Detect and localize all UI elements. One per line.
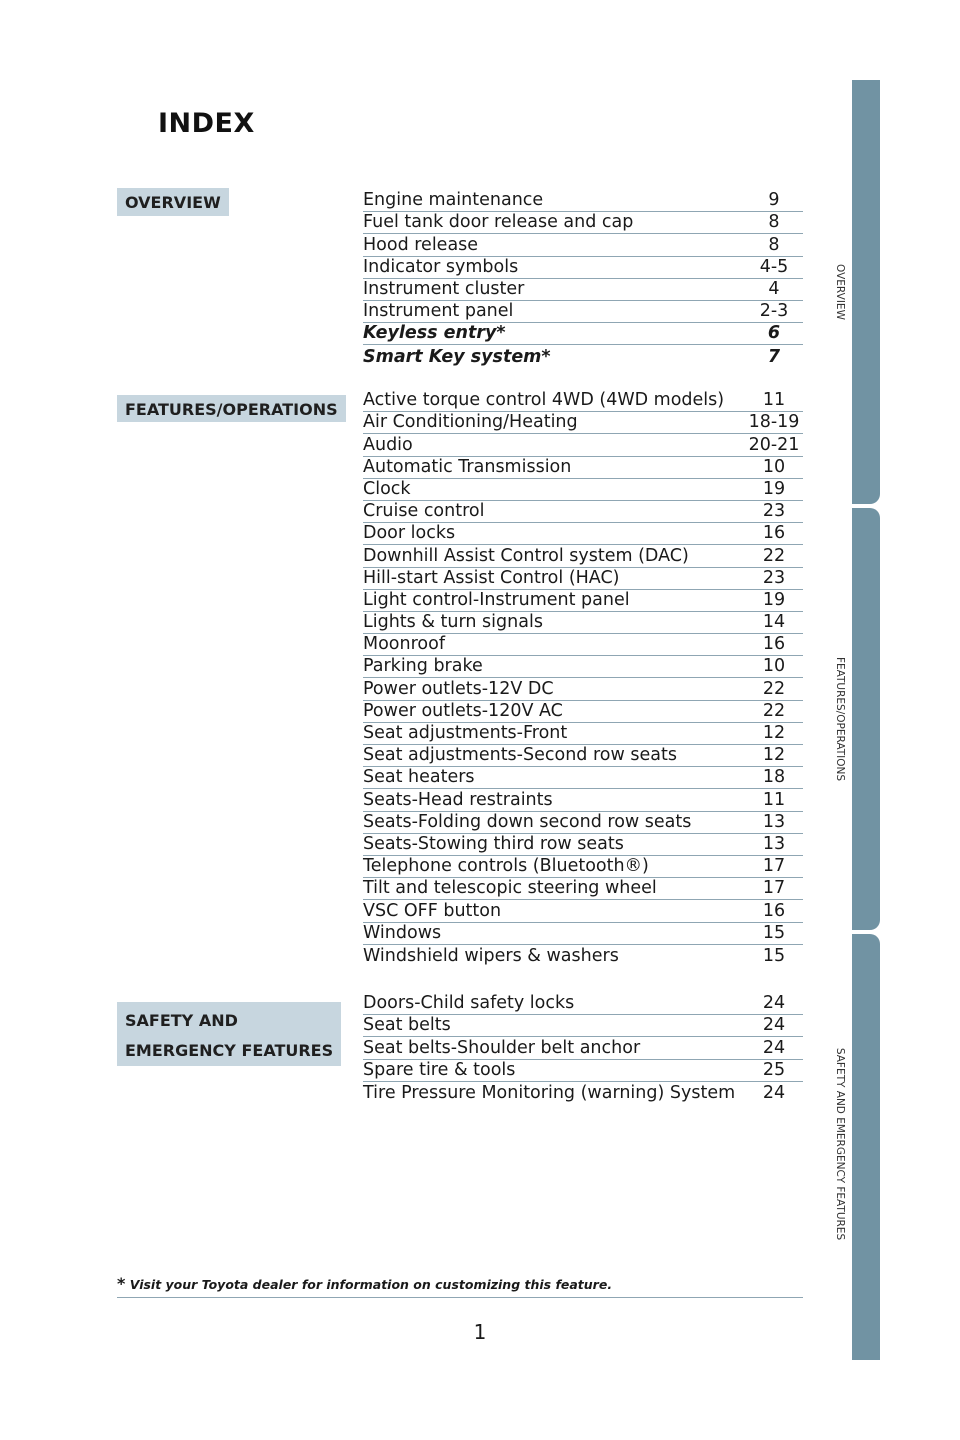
index-entry-page: 11 (762, 390, 786, 411)
index-entry-page: 8 (768, 212, 780, 233)
index-entry-name: Indicator symbols (363, 256, 519, 277)
index-entry-page: 18-19 (748, 412, 800, 433)
index-entry-page: 24 (762, 1082, 786, 1103)
index-entry-name: Seat belts (363, 1015, 451, 1036)
index-entry-page: 15 (762, 945, 786, 966)
index-entry (363, 856, 803, 878)
index-entry (363, 479, 803, 501)
page-title: INDEX (158, 108, 255, 139)
index-entry-page: 4 (768, 278, 780, 299)
index-entry-name: Tilt and telescopic steering wheel (363, 878, 657, 899)
index-entry-page: 24 (762, 1037, 786, 1058)
index-entry-name: Doors-Child safety locks (363, 993, 575, 1014)
index-entry (363, 412, 803, 434)
index-entry-name: Seat heaters (363, 767, 475, 788)
footnote (117, 1274, 803, 1298)
footnote-text: Visit your Toyota dealer for information on customizing this feature. (129, 1277, 613, 1292)
index-entry (363, 545, 803, 567)
section-label-features-operations: FEATURES/OPERATIONS (117, 395, 346, 422)
index-entry-page: 17 (762, 878, 786, 899)
index-entry-name: Seat adjustments-Front (363, 723, 568, 743)
index-entry-name: Keyless entry* (363, 323, 506, 344)
index-entry (363, 279, 803, 301)
index-entry-page: 16 (762, 634, 786, 655)
index-entry-page: 12 (762, 745, 786, 766)
entry-list-overview (363, 190, 803, 368)
index-entry-page: 24 (762, 993, 786, 1014)
index-entry-name: Spare tire & tools (363, 1059, 516, 1080)
index-entry-name: Clock (363, 478, 411, 499)
index-entry (363, 1060, 803, 1082)
index-entry (363, 212, 803, 234)
index-entry-page: 25 (762, 1059, 786, 1080)
index-entry (363, 834, 803, 856)
index-entry-page: 10 (762, 656, 786, 677)
index-entry-name: Windows (363, 922, 442, 943)
index-entry-page: 16 (762, 900, 786, 921)
index-entry-name: Power outlets-120V AC (363, 700, 563, 721)
index-entry-name: Downhill Assist Control system (DAC) (363, 545, 689, 566)
index-entry-page: 15 (762, 922, 786, 943)
index-entry (363, 390, 803, 412)
index-entry-name: Moonroof (363, 634, 445, 655)
index-entry-page: 24 (762, 1015, 786, 1036)
index-entry-page: 2-3 (759, 301, 789, 322)
index-entry-name: Windshield wipers & washers (363, 945, 619, 966)
index-entry-name: Automatic Transmission (363, 456, 572, 477)
index-entry (363, 1037, 803, 1059)
entry-list-features-operations (363, 390, 803, 967)
index-entry (363, 812, 803, 834)
index-entry-page: 22 (762, 700, 786, 721)
index-entry (363, 923, 803, 945)
section-label-overview: OVERVIEW (117, 188, 229, 216)
index-entry (363, 345, 803, 367)
index-entry-page: 19 (762, 589, 786, 610)
index-entry-name: Smart Key system* (363, 346, 551, 367)
index-entry-name: Door locks (363, 523, 456, 544)
index-entry (363, 767, 803, 789)
index-entry (363, 301, 803, 323)
index-entry (363, 678, 803, 700)
index-entry-page: 11 (762, 789, 786, 810)
index-entry-page: 17 (762, 856, 786, 877)
index-entry-name: Seats-Head restraints (363, 789, 553, 810)
index-entry-page: 7 (767, 346, 781, 367)
index-entry-name: VSC OFF button (363, 900, 502, 921)
index-entry-name: Telephone controls (Bluetooth®) (363, 856, 649, 877)
index-entry-name: Air Conditioning/Heating (363, 412, 578, 433)
index-entry (363, 257, 803, 279)
side-tab-overview[interactable] (852, 80, 880, 504)
index-entry-page: 12 (762, 723, 786, 743)
index-entry-name: Engine maintenance (363, 190, 544, 211)
index-entry (363, 634, 803, 656)
index-entry (363, 434, 803, 456)
index-entry (363, 701, 803, 723)
index-entry-page: 19 (762, 478, 786, 499)
index-entry (363, 234, 803, 256)
index-entry-page: 18 (762, 767, 786, 788)
index-entry (363, 1082, 803, 1104)
index-entry-page: 6 (767, 323, 781, 344)
index-entry-page: 13 (762, 811, 786, 832)
index-entry-name: Lights & turn signals (363, 612, 543, 633)
index-entry (363, 945, 803, 967)
index-entry-name: Fuel tank door release and cap (363, 212, 634, 233)
index-entry (363, 190, 803, 212)
side-tab-safety-emergency[interactable] (852, 934, 880, 1360)
index-entry-name: Active torque control 4WD (4WD models) (363, 390, 725, 411)
index-entry-name: Instrument panel (363, 301, 514, 322)
footnote-star: * (117, 1274, 126, 1293)
page-number: 1 (473, 1320, 487, 1344)
index-entry-name: Light control-Instrument panel (363, 589, 630, 610)
index-entry (363, 789, 803, 811)
index-entry-page: 22 (762, 545, 786, 566)
index-entry (363, 878, 803, 900)
index-entry-page: 16 (762, 523, 786, 544)
index-entry-page: 22 (762, 678, 786, 699)
index-entry (363, 1015, 803, 1037)
index-entry-name: Seat belts-Shoulder belt anchor (363, 1037, 641, 1058)
index-entry-name: Tire Pressure Monitoring (warning) System (363, 1082, 736, 1103)
index-entry-page: 10 (762, 456, 786, 477)
index-entry (363, 457, 803, 479)
index-entry-page: 23 (762, 567, 786, 588)
index-entry-page: 14 (762, 612, 786, 633)
index-entry-name: Instrument cluster (363, 278, 525, 299)
index-entry-name: Parking brake (363, 656, 483, 677)
index-entry-page: 23 (762, 501, 786, 522)
index-entry-name: Audio (363, 434, 413, 455)
index-entry (363, 993, 803, 1015)
index-entry-page: 13 (762, 833, 786, 854)
index-entry-name: Cruise control (363, 501, 485, 522)
index-entry-name: Power outlets-12V DC (363, 678, 554, 699)
index-entry-name: Seats-Stowing third row seats (363, 833, 624, 854)
index-entry (363, 323, 803, 345)
entry-list-safety-emergency (363, 993, 803, 1104)
index-entry-name: Seat adjustments-Second row seats (363, 745, 677, 766)
index-entry (363, 523, 803, 545)
index-entry (363, 900, 803, 922)
index-entry (363, 612, 803, 634)
side-tab-features-operations[interactable] (852, 508, 880, 930)
index-entry (363, 723, 803, 745)
index-entry (363, 568, 803, 590)
section-label-safety-emergency: SAFETY AND EMERGENCY FEATURES (117, 1002, 341, 1066)
index-entry-page: 4-5 (759, 256, 789, 277)
index-entry-page: 9 (768, 190, 780, 211)
index-entry (363, 590, 803, 612)
index-entry (363, 501, 803, 523)
index-entry-page: 8 (768, 234, 780, 255)
index-entry (363, 745, 803, 767)
index-entry-name: Hood release (363, 234, 479, 255)
index-entry-page: 20-21 (748, 434, 800, 455)
index-entry (363, 656, 803, 678)
index-entry-name: Hill-start Assist Control (HAC) (363, 567, 620, 588)
index-entry-name: Seats-Folding down second row seats (363, 811, 692, 832)
